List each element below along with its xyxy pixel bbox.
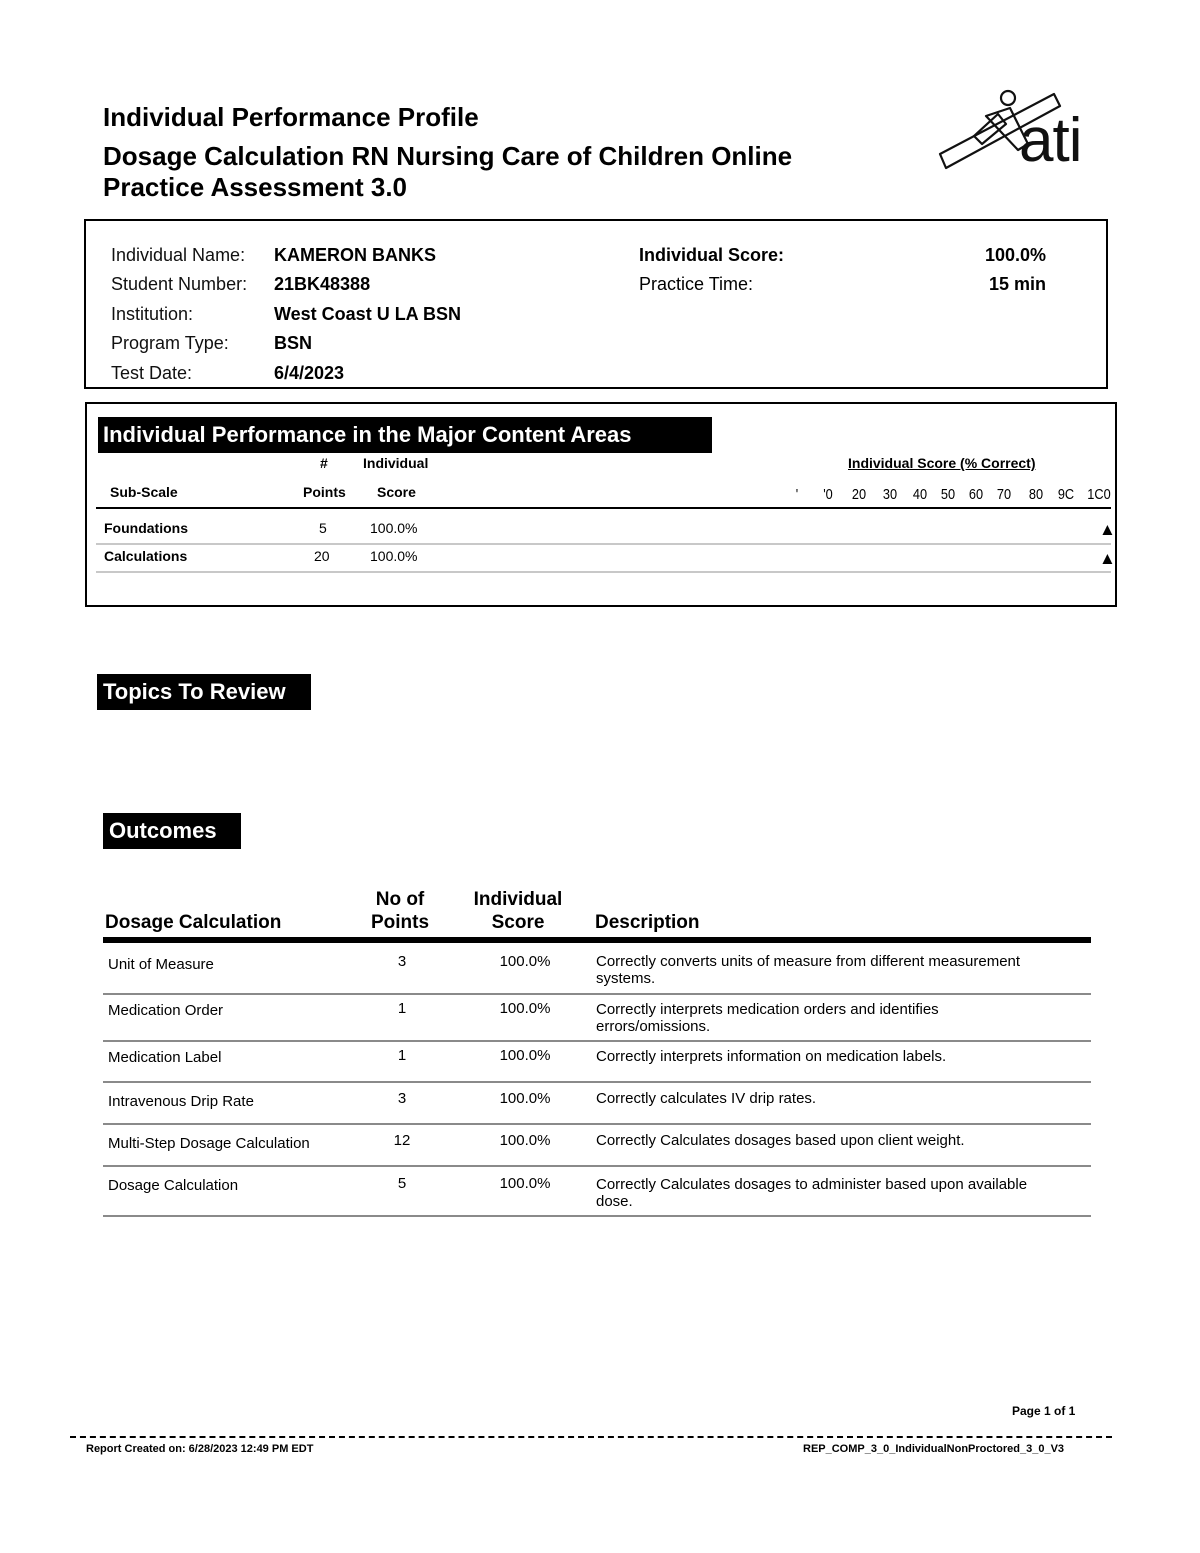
header-rule xyxy=(96,507,1111,509)
outcome-points: 12 xyxy=(393,1132,411,1149)
program-type-label: Program Type: xyxy=(111,333,229,353)
points-col-header: Points xyxy=(303,484,346,500)
outcomes-banner: Outcomes xyxy=(103,813,241,849)
outcome-row-divider xyxy=(103,1215,1091,1217)
individual-name-label: Individual Name: xyxy=(111,245,246,265)
outcome-score: 100.0% xyxy=(499,1132,551,1149)
performance-banner: Individual Performance in the Major Content Areas xyxy=(98,417,712,453)
outcome-description: Correctly interprets medication orders and identifies errors/omissions. xyxy=(596,1001,939,1035)
subscale-col-header: Sub-Scale xyxy=(110,484,178,500)
report-created-timestamp: Report Created on: 6/28/2023 12:49 PM EDT xyxy=(86,1443,314,1455)
outcome-score: 100.0% xyxy=(499,1047,551,1064)
subscale-score: 100.0% xyxy=(370,520,418,536)
outcome-row-divider xyxy=(103,1123,1091,1125)
outcome-row-divider xyxy=(103,1165,1091,1167)
topics-to-review-banner: Topics To Review xyxy=(97,674,311,710)
score-col-top: Individual xyxy=(363,455,429,471)
score-col-header: Score xyxy=(377,484,416,500)
student-number-value: 21BK48388 xyxy=(274,274,371,294)
score-marker-icon: ▲ xyxy=(1099,520,1116,539)
practice-time-value: 15 min xyxy=(988,274,1046,294)
axis-tick: 20 xyxy=(851,486,867,503)
outcome-name: Unit of Measure xyxy=(108,956,214,973)
outcome-description: Correctly converts units of measure from different measurement systems. xyxy=(596,953,1021,987)
axis-tick: ' xyxy=(795,486,799,503)
row-divider xyxy=(96,571,1111,573)
outcome-score: 100.0% xyxy=(499,1175,551,1192)
report-title: Individual Performance Profile xyxy=(103,102,479,132)
axis-tick: '0 xyxy=(823,486,833,503)
axis-tick: 60 xyxy=(968,486,984,503)
axis-tick: 1C0 xyxy=(1087,486,1111,503)
outcome-description: Correctly Calculates dosages to administer based upon available dose. xyxy=(596,1176,1028,1210)
axis-tick: 40 xyxy=(912,486,928,503)
test-date-value: 6/4/2023 xyxy=(274,363,345,383)
outcome-score: 100.0% xyxy=(499,1090,551,1107)
performance-content-areas-box xyxy=(85,402,1117,607)
outcome-description: Correctly calculates IV drip rates. xyxy=(596,1090,817,1107)
axis-tick: 9C xyxy=(1057,486,1075,503)
subscale-points: 20 xyxy=(314,548,330,564)
outcome-score: 100.0% xyxy=(499,953,551,970)
student-number-label: Student Number: xyxy=(111,274,248,294)
report-id: REP_COMP_3_0_IndividualNonProctored_3_0_V3 xyxy=(803,1443,1065,1455)
outcome-description: Correctly interprets information on medication labels. xyxy=(596,1048,947,1065)
outcome-name: Medication Label xyxy=(108,1049,222,1066)
outcome-name: Dosage Calculation xyxy=(108,1177,239,1194)
points-col-top: # xyxy=(320,455,328,471)
outcomes-score-header-2: Score xyxy=(491,912,545,933)
outcome-points: 1 xyxy=(397,1047,407,1064)
outcome-description: Correctly Calculates dosages based upon client weight. xyxy=(596,1132,965,1149)
footer-dashed-rule xyxy=(70,1436,1112,1438)
subscale-points: 5 xyxy=(319,520,327,536)
axis-tick: 80 xyxy=(1028,486,1044,503)
subscale-name: Foundations xyxy=(104,520,188,536)
individual-score-value: 100.0% xyxy=(984,245,1046,265)
individual-score-label: Individual Score: xyxy=(639,245,785,265)
outcomes-score-header-1: Individual xyxy=(473,889,563,910)
axis-tick: 70 xyxy=(996,486,1012,503)
program-type-value: BSN xyxy=(274,333,313,353)
ati-logo xyxy=(936,86,1104,182)
axis-tick: 50 xyxy=(940,486,956,503)
outcome-score: 100.0% xyxy=(499,1000,551,1017)
individual-name-value: KAMERON BANKS xyxy=(274,245,436,265)
outcome-points: 5 xyxy=(397,1175,407,1192)
test-date-label: Test Date: xyxy=(111,363,193,383)
outcome-points: 3 xyxy=(397,1090,407,1107)
outcome-row-divider xyxy=(103,1081,1091,1083)
outcomes-category-header: Dosage Calculation xyxy=(105,912,282,933)
assessment-name-line1: Dosage Calculation RN Nursing Care of Children Online xyxy=(103,141,793,171)
outcome-name: Intravenous Drip Rate xyxy=(108,1093,254,1110)
subscale-name: Calculations xyxy=(104,548,188,564)
outcome-points: 1 xyxy=(397,1000,407,1017)
institution-value: West Coast U LA BSN xyxy=(274,304,462,324)
outcome-row-divider xyxy=(103,993,1091,995)
student-info-box xyxy=(84,219,1108,389)
outcome-row-divider xyxy=(103,1040,1091,1042)
outcomes-header-rule xyxy=(103,937,1091,943)
score-marker-icon: ▲ xyxy=(1099,549,1116,568)
chart-header: Individual Score (% Correct) xyxy=(848,455,1036,471)
row-divider xyxy=(96,543,1111,545)
assessment-name-line2: Practice Assessment 3.0 xyxy=(103,172,408,202)
subscale-score: 100.0% xyxy=(370,548,418,564)
institution-label: Institution: xyxy=(111,304,194,324)
outcomes-points-header-1: No of xyxy=(375,889,425,910)
outcomes-points-header-2: Points xyxy=(370,912,430,933)
outcomes-description-header: Description xyxy=(595,912,700,933)
practice-time-label: Practice Time: xyxy=(639,274,754,294)
ati-logo-text: ati xyxy=(1019,106,1082,175)
outcome-name: Medication Order xyxy=(108,1002,224,1019)
axis-tick: 30 xyxy=(882,486,898,503)
outcome-name: Multi-Step Dosage Calculation xyxy=(108,1135,310,1152)
outcome-points: 3 xyxy=(397,953,407,970)
page-number: Page 1 of 1 xyxy=(1012,1404,1076,1418)
